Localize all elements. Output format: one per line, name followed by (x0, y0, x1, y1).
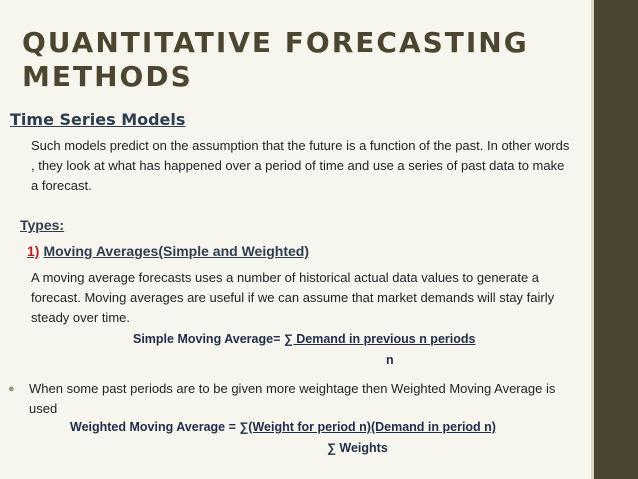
side-bar (594, 0, 638, 479)
subhead-number: 1) (27, 243, 40, 259)
wma-formula (70, 420, 496, 434)
sma-formula-label: Simple Moving Average= (133, 332, 281, 346)
sma-formula-denominator: n (386, 353, 394, 367)
section-title: Time Series Models (10, 110, 186, 129)
wma-formula-denominator: ∑ Weights (327, 441, 388, 455)
subhead-moving-averages (27, 243, 309, 259)
moving-average-description: A moving average forecasts uses a number of historical actual data values to generate a forecast. Moving averages are useful if we can assume that market demands will stay fairly steady over time. (31, 270, 555, 325)
sma-formula-numerator: ∑ Demand in previous n periods (283, 332, 476, 346)
intro-paragraph: Such models predict on the assumption that the future is a function of the past. In other words , they look at what has happened over a period of time and use a series of past data to make a forecast. (31, 138, 570, 193)
slide-title: QUANTITATIVE FORECASTING METHODS (22, 26, 529, 93)
bullet-icon: ● (8, 383, 15, 395)
bullet-text: When some past periods are to be given more weightage then Weighted Moving Average is used (29, 381, 556, 416)
types-label: Types: (20, 217, 65, 233)
wma-formula-numerator: ∑(Weight for period n)(Demand in period n) (239, 420, 496, 434)
sma-formula (133, 332, 475, 346)
subhead-text: Moving Averages(Simple and Weighted) (43, 243, 309, 259)
wma-formula-label: Weighted Moving Average = (70, 420, 236, 434)
bullet-item (8, 379, 568, 419)
